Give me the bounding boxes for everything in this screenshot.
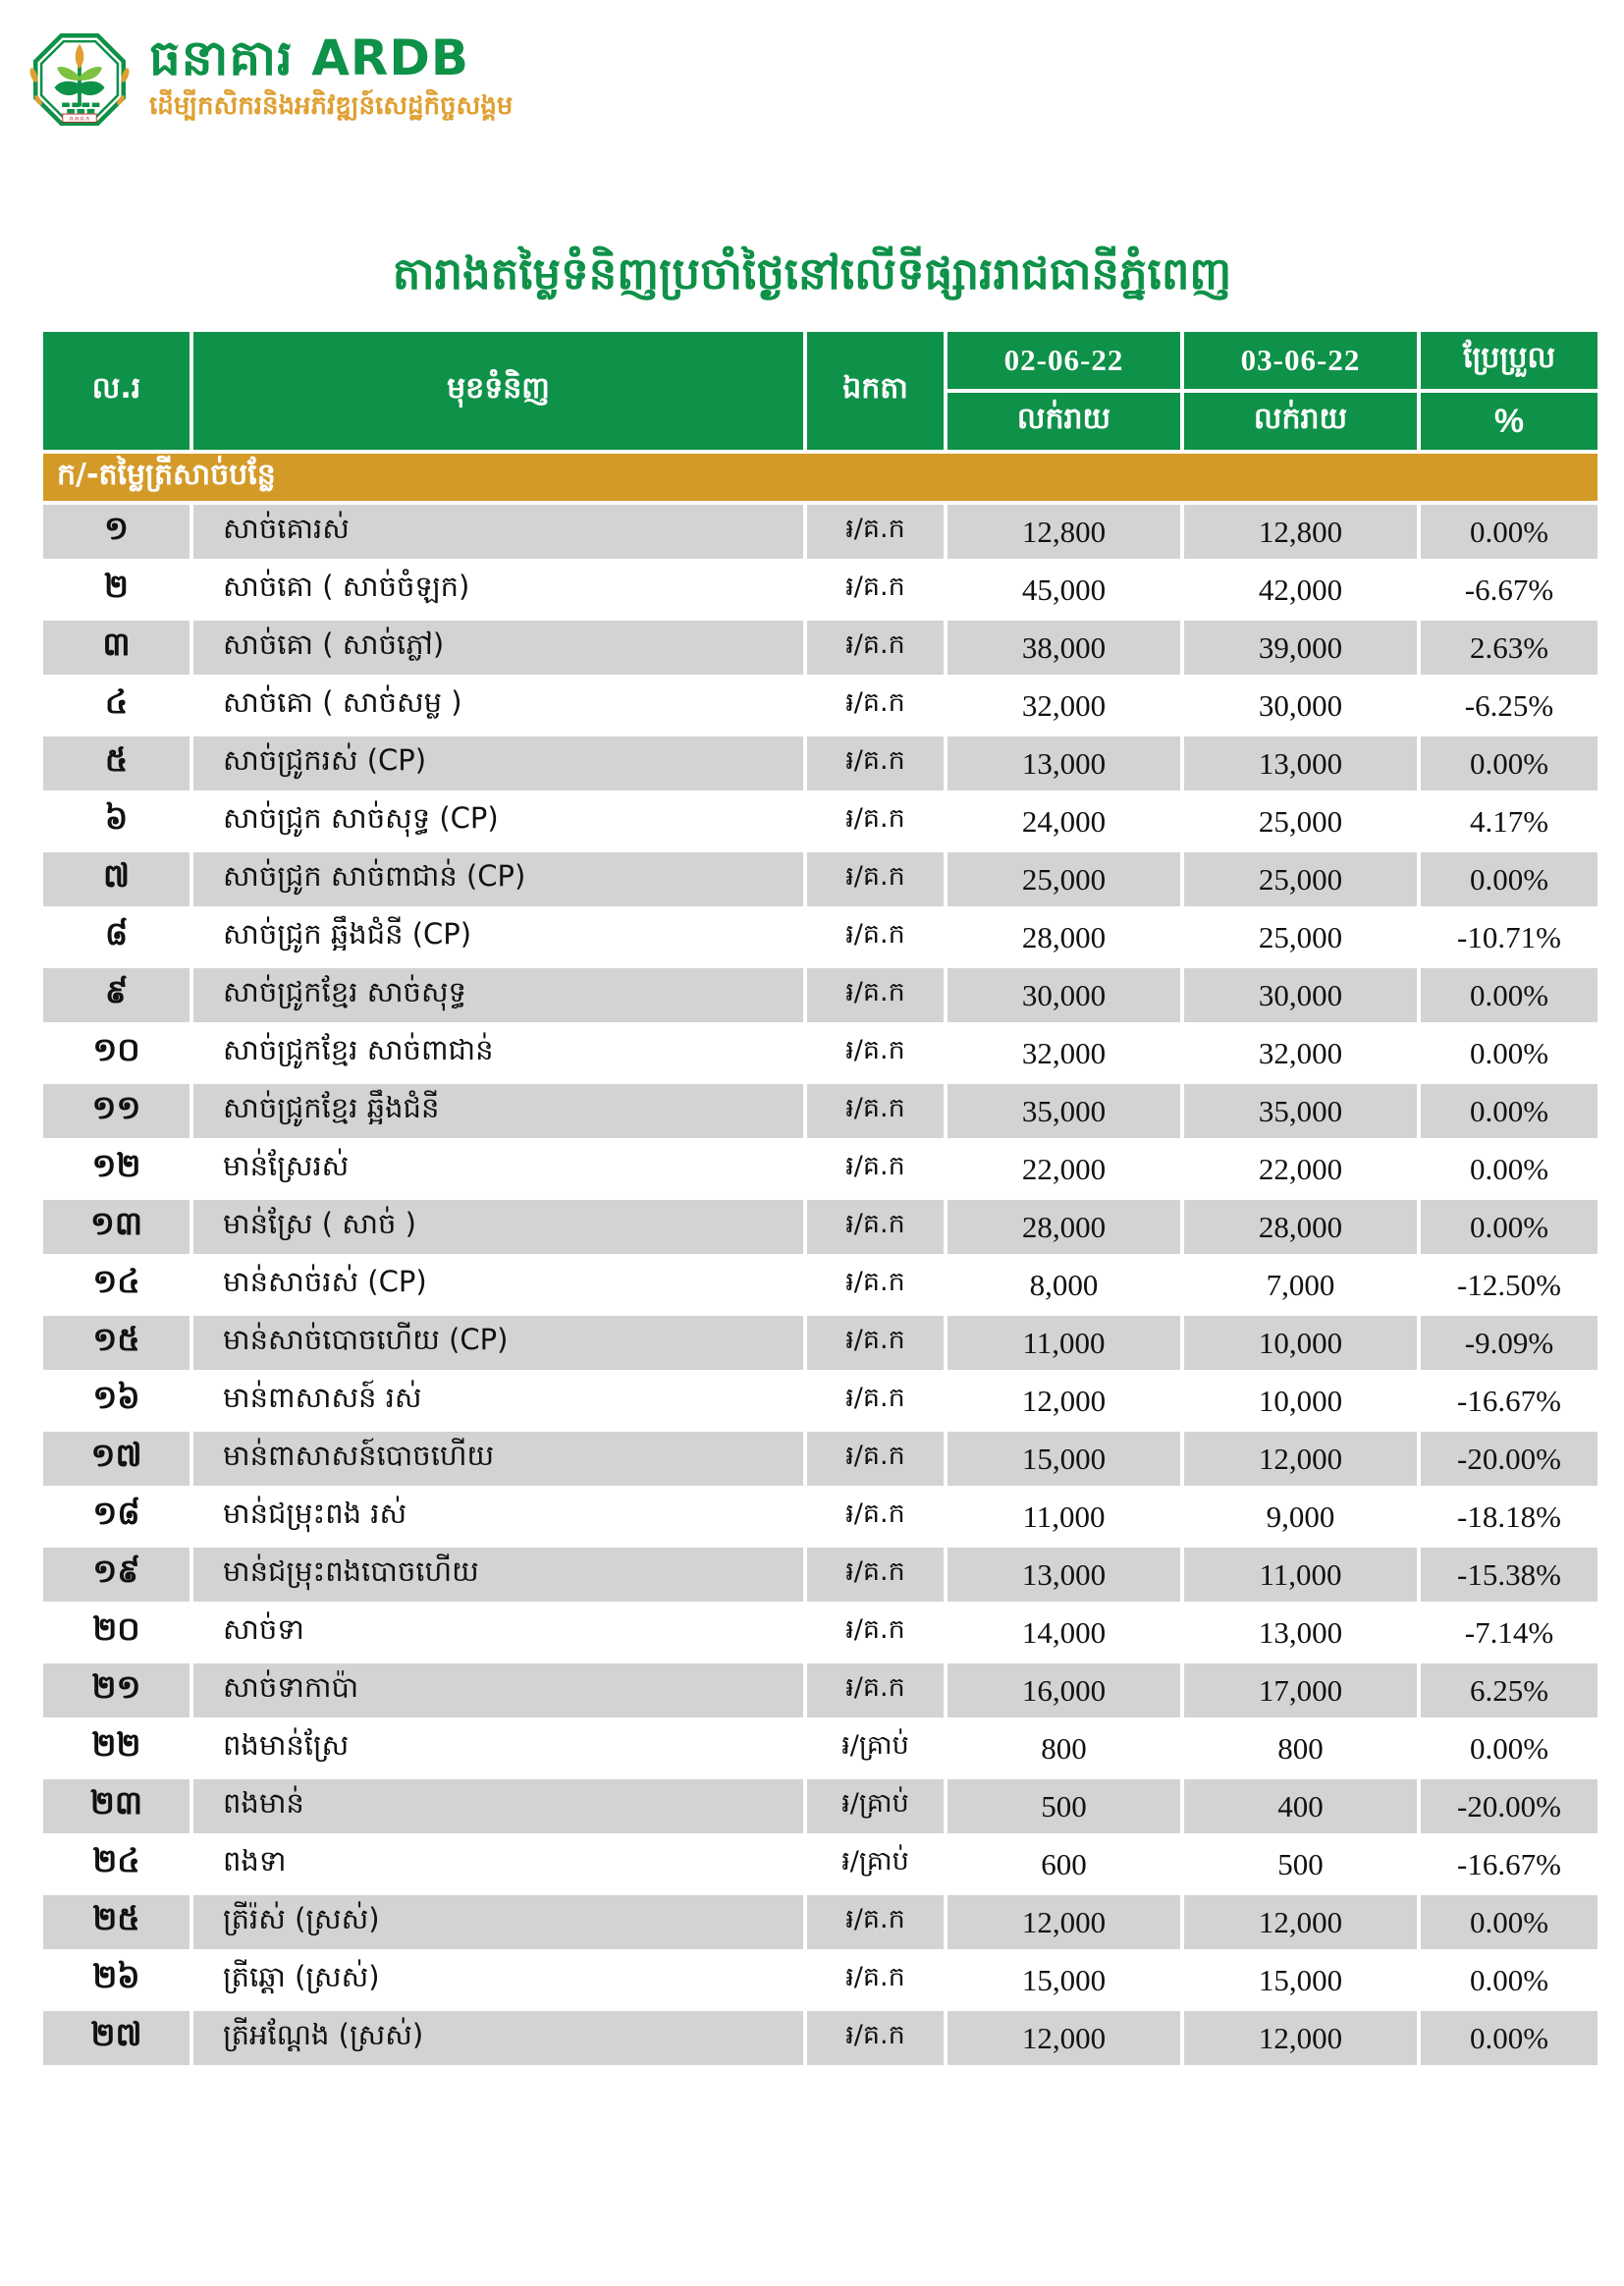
cell-name: សាច់ទា xyxy=(191,1604,805,1661)
cell-change: -16.67% xyxy=(1419,1372,1599,1430)
table-row xyxy=(41,850,1599,908)
cell-price_day2: 30,000 xyxy=(1182,677,1419,735)
cell-name: សាច់ជ្រូកខ្មែរ សាច់ពាជាន់ xyxy=(191,1024,805,1082)
cell-unit: ៛/គ.ក xyxy=(805,735,946,792)
cell-price_day2: 25,000 xyxy=(1182,908,1419,966)
cell-no: ២៥ xyxy=(41,1893,191,1951)
table-row xyxy=(41,1719,1599,1777)
table-row xyxy=(41,1372,1599,1430)
table-row xyxy=(41,735,1599,792)
column-header-change: ប្រែប្រួល xyxy=(1419,330,1599,391)
cell-change: 0.00% xyxy=(1419,503,1599,561)
cell-price_day1: 38,000 xyxy=(946,619,1182,677)
cell-name: មាន់សាច់រស់ (CP) xyxy=(191,1256,805,1314)
cell-name: ត្រីរ៉ស់ (ស្រស់) xyxy=(191,1893,805,1951)
cell-change: -7.14% xyxy=(1419,1604,1599,1661)
cell-unit: ៛/គ្រាប់ xyxy=(805,1835,946,1893)
cell-no: ២៦ xyxy=(41,1951,191,2009)
cell-change: -9.09% xyxy=(1419,1314,1599,1372)
cell-unit: ៛/គ.ក xyxy=(805,966,946,1024)
cell-price_day1: 11,000 xyxy=(946,1314,1182,1372)
cell-price_day1: 12,000 xyxy=(946,2009,1182,2067)
cell-change: 0.00% xyxy=(1419,1893,1599,1951)
bank-logo-header xyxy=(0,0,1624,137)
cell-price_day2: 500 xyxy=(1182,1835,1419,1893)
column-subheader-retail1: លក់រាយ xyxy=(946,391,1182,452)
cell-price_day1: 14,000 xyxy=(946,1604,1182,1661)
cell-no: ២៣ xyxy=(41,1777,191,1835)
cell-no: ៩ xyxy=(41,966,191,1024)
cell-unit: ៛/គ.ក xyxy=(805,1024,946,1082)
cell-name: សាច់ជ្រូក ឆ្អឹងជំនី (CP) xyxy=(191,908,805,966)
cell-no: ២០ xyxy=(41,1604,191,1661)
cell-change: 2.63% xyxy=(1419,619,1599,677)
cell-unit: ៛/គ្រាប់ xyxy=(805,1777,946,1835)
table-row xyxy=(41,1777,1599,1835)
cell-no: ៧ xyxy=(41,850,191,908)
cell-price_day2: 12,000 xyxy=(1182,1430,1419,1488)
cell-change: -18.18% xyxy=(1419,1488,1599,1546)
cell-no: ១៥ xyxy=(41,1314,191,1372)
cell-unit: ៛/គ.ក xyxy=(805,1546,946,1604)
cell-price_day2: 400 xyxy=(1182,1777,1419,1835)
section-header-row xyxy=(41,452,1599,503)
cell-name: ពងទា xyxy=(191,1835,805,1893)
cell-price_day1: 12,800 xyxy=(946,503,1182,561)
table-row xyxy=(41,1604,1599,1661)
cell-name: ត្រីឆ្ដោ (ស្រស់) xyxy=(191,1951,805,2009)
table-row xyxy=(41,1140,1599,1198)
cell-unit: ៛/គ.ក xyxy=(805,2009,946,2067)
bank-tagline: ដើម្បីកសិករនិងអភិវឌ្ឍន៍សេដ្ឋកិច្ចសង្គម xyxy=(149,91,514,122)
table-row xyxy=(41,1430,1599,1488)
cell-name: មាន់ជម្រុះពងបោចហើយ xyxy=(191,1546,805,1604)
cell-price_day1: 22,000 xyxy=(946,1140,1182,1198)
table-row xyxy=(41,561,1599,619)
cell-unit: ៛/គ.ក xyxy=(805,1256,946,1314)
cell-price_day1: 24,000 xyxy=(946,792,1182,850)
cell-price_day1: 15,000 xyxy=(946,1951,1182,2009)
cell-price_day2: 800 xyxy=(1182,1719,1419,1777)
cell-no: ១៤ xyxy=(41,1256,191,1314)
cell-name: មាន់ពាសាសន៍បោចហើយ xyxy=(191,1430,805,1488)
cell-name: ពងមាន់ xyxy=(191,1777,805,1835)
column-header-unit: ឯកតា xyxy=(805,330,946,452)
bank-name: ធនាគារ ARDB xyxy=(149,28,470,86)
table-row xyxy=(41,1314,1599,1372)
cell-price_day1: 32,000 xyxy=(946,1024,1182,1082)
cell-price_day2: 39,000 xyxy=(1182,619,1419,677)
cell-price_day2: 25,000 xyxy=(1182,792,1419,850)
cell-unit: ៛/គ.ក xyxy=(805,908,946,966)
table-row xyxy=(41,619,1599,677)
emblem-caption: ធ.អ.ជ.ក xyxy=(70,116,89,123)
table-row xyxy=(41,908,1599,966)
cell-price_day2: 11,000 xyxy=(1182,1546,1419,1604)
cell-name: សាច់ទាកាប៉ា xyxy=(191,1661,805,1719)
cell-price_day2: 10,000 xyxy=(1182,1314,1419,1372)
cell-price_day1: 12,000 xyxy=(946,1372,1182,1430)
cell-price_day2: 13,000 xyxy=(1182,735,1419,792)
cell-price_day1: 13,000 xyxy=(946,735,1182,792)
column-header-date2: 03-06-22 xyxy=(1182,330,1419,391)
table-row xyxy=(41,1893,1599,1951)
cell-price_day1: 11,000 xyxy=(946,1488,1182,1546)
cell-name: មាន់ស្រែ ( សាច់ ) xyxy=(191,1198,805,1256)
cell-price_day1: 12,000 xyxy=(946,1893,1182,1951)
cell-name: សាច់ជ្រូកខ្មែរ សាច់សុទ្ធ xyxy=(191,966,805,1024)
cell-price_day2: 15,000 xyxy=(1182,1951,1419,2009)
cell-price_day1: 600 xyxy=(946,1835,1182,1893)
cell-name: មាន់ជម្រុះពង រស់ xyxy=(191,1488,805,1546)
cell-price_day1: 45,000 xyxy=(946,561,1182,619)
cell-price_day2: 12,800 xyxy=(1182,503,1419,561)
cell-no: ១៣ xyxy=(41,1198,191,1256)
logo-text-block xyxy=(149,28,514,128)
cell-name: សាច់ជ្រូក សាច់ពាជាន់ (CP) xyxy=(191,850,805,908)
cell-price_day1: 15,000 xyxy=(946,1430,1182,1488)
table-row xyxy=(41,1024,1599,1082)
cell-change: 0.00% xyxy=(1419,1198,1599,1256)
price-table-header xyxy=(41,330,1599,452)
cell-price_day2: 17,000 xyxy=(1182,1661,1419,1719)
table-row xyxy=(41,1256,1599,1314)
table-row xyxy=(41,1951,1599,2009)
cell-no: ២៧ xyxy=(41,2009,191,2067)
cell-no: ៦ xyxy=(41,792,191,850)
cell-change: 0.00% xyxy=(1419,1024,1599,1082)
table-row xyxy=(41,1082,1599,1140)
cell-unit: ៛/គ.ក xyxy=(805,1082,946,1140)
cell-name: សាច់គោ ( សាច់សម្ល ) xyxy=(191,677,805,735)
section-title: ក/-តម្លៃត្រីសាច់បន្លែ xyxy=(41,452,1599,503)
cell-price_day2: 42,000 xyxy=(1182,561,1419,619)
cell-price_day1: 32,000 xyxy=(946,677,1182,735)
cell-change: 6.25% xyxy=(1419,1661,1599,1719)
table-row xyxy=(41,1198,1599,1256)
cell-change: -12.50% xyxy=(1419,1256,1599,1314)
cell-price_day1: 800 xyxy=(946,1719,1182,1777)
cell-price_day2: 13,000 xyxy=(1182,1604,1419,1661)
cell-change: 0.00% xyxy=(1419,2009,1599,2067)
cell-price_day2: 32,000 xyxy=(1182,1024,1419,1082)
ardb-emblem-icon xyxy=(29,25,130,135)
table-row xyxy=(41,1488,1599,1546)
cell-change: 0.00% xyxy=(1419,1951,1599,2009)
table-row xyxy=(41,503,1599,561)
cell-name: សាច់គោរស់ xyxy=(191,503,805,561)
cell-no: ១៧ xyxy=(41,1430,191,1488)
table-row xyxy=(41,2009,1599,2067)
cell-name: សាច់ជ្រូក សាច់សុទ្ធ (CP) xyxy=(191,792,805,850)
cell-name: សាច់គោ ( សាច់ចំឡក) xyxy=(191,561,805,619)
cell-change: -6.25% xyxy=(1419,677,1599,735)
cell-no: ៨ xyxy=(41,908,191,966)
cell-price_day2: 9,000 xyxy=(1182,1488,1419,1546)
cell-unit: ៛/គ.ក xyxy=(805,792,946,850)
cell-price_day1: 35,000 xyxy=(946,1082,1182,1140)
cell-price_day1: 28,000 xyxy=(946,908,1182,966)
cell-price_day2: 10,000 xyxy=(1182,1372,1419,1430)
cell-price_day1: 500 xyxy=(946,1777,1182,1835)
cell-unit: ៛/គ.ក xyxy=(805,619,946,677)
cell-change: -20.00% xyxy=(1419,1430,1599,1488)
cell-price_day2: 35,000 xyxy=(1182,1082,1419,1140)
cell-change: 0.00% xyxy=(1419,850,1599,908)
cell-name: មាន់ពាសាសន៍ រស់ xyxy=(191,1372,805,1430)
cell-unit: ៛/គ.ក xyxy=(805,1951,946,2009)
table-row xyxy=(41,1835,1599,1893)
cell-unit: ៛/គ.ក xyxy=(805,1314,946,1372)
cell-change: -10.71% xyxy=(1419,908,1599,966)
column-header-item: មុខទំនិញ xyxy=(191,330,805,452)
cell-change: -15.38% xyxy=(1419,1546,1599,1604)
cell-price_day2: 22,000 xyxy=(1182,1140,1419,1198)
cell-no: ១៨ xyxy=(41,1488,191,1546)
cell-unit: ៛/គ.ក xyxy=(805,1604,946,1661)
cell-price_day1: 13,000 xyxy=(946,1546,1182,1604)
cell-no: ៥ xyxy=(41,735,191,792)
cell-change: 0.00% xyxy=(1419,1140,1599,1198)
column-header-date1: 02-06-22 xyxy=(946,330,1182,391)
column-subheader-retail2: លក់រាយ xyxy=(1182,391,1419,452)
table-row xyxy=(41,677,1599,735)
cell-no: ២២ xyxy=(41,1719,191,1777)
cell-no: ២ xyxy=(41,561,191,619)
cell-price_day2: 30,000 xyxy=(1182,966,1419,1024)
price-table xyxy=(39,328,1601,2069)
cell-name: ត្រីអណ្ដែង (ស្រស់) xyxy=(191,2009,805,2067)
cell-unit: ៛/គ.ក xyxy=(805,1198,946,1256)
column-subheader-percent: % xyxy=(1419,391,1599,452)
cell-price_day1: 25,000 xyxy=(946,850,1182,908)
cell-no: ១៦ xyxy=(41,1372,191,1430)
cell-no: ១ xyxy=(41,503,191,561)
cell-change: 4.17% xyxy=(1419,792,1599,850)
cell-no: ២៤ xyxy=(41,1835,191,1893)
cell-name: សាច់ជ្រូករស់ (CP) xyxy=(191,735,805,792)
cell-price_day1: 30,000 xyxy=(946,966,1182,1024)
table-row xyxy=(41,792,1599,850)
cell-change: -20.00% xyxy=(1419,1777,1599,1835)
cell-price_day2: 28,000 xyxy=(1182,1198,1419,1256)
cell-change: -16.67% xyxy=(1419,1835,1599,1893)
cell-unit: ៛/គ.ក xyxy=(805,561,946,619)
column-header-no: ល.រ xyxy=(41,330,191,452)
cell-unit: ៛/គ.ក xyxy=(805,1140,946,1198)
cell-no: ១៩ xyxy=(41,1546,191,1604)
cell-unit: ៛/គ.ក xyxy=(805,1893,946,1951)
cell-change: 0.00% xyxy=(1419,966,1599,1024)
cell-price_day2: 12,000 xyxy=(1182,2009,1419,2067)
cell-no: ៣ xyxy=(41,619,191,677)
cell-name: ពងមាន់ស្រែ xyxy=(191,1719,805,1777)
cell-unit: ៛/គ.ក xyxy=(805,1430,946,1488)
cell-no: ១០ xyxy=(41,1024,191,1082)
cell-price_day2: 25,000 xyxy=(1182,850,1419,908)
cell-unit: ៛/គ្រាប់ xyxy=(805,1719,946,1777)
page-title: តារាងតម្លៃទំនិញប្រចាំថ្ងៃនៅលើទីផ្សាររាជធានីភ្នំពេញ xyxy=(392,247,1232,299)
cell-change: 0.00% xyxy=(1419,1082,1599,1140)
table-row xyxy=(41,966,1599,1024)
cell-name: សាច់ជ្រូកខ្មែរ ឆ្អឹងជំនី xyxy=(191,1082,805,1140)
cell-price_day1: 28,000 xyxy=(946,1198,1182,1256)
cell-no: ១២ xyxy=(41,1140,191,1198)
cell-price_day2: 7,000 xyxy=(1182,1256,1419,1314)
cell-no: ៤ xyxy=(41,677,191,735)
cell-price_day2: 12,000 xyxy=(1182,1893,1419,1951)
cell-no: ១១ xyxy=(41,1082,191,1140)
cell-name: មាន់ស្រែរស់ xyxy=(191,1140,805,1198)
cell-change: 0.00% xyxy=(1419,1719,1599,1777)
cell-unit: ៛/គ.ក xyxy=(805,1488,946,1546)
cell-unit: ៛/គ.ក xyxy=(805,850,946,908)
cell-no: ២១ xyxy=(41,1661,191,1719)
cell-unit: ៛/គ.ក xyxy=(805,1372,946,1430)
table-row xyxy=(41,1546,1599,1604)
cell-unit: ៛/គ.ក xyxy=(805,503,946,561)
cell-price_day1: 16,000 xyxy=(946,1661,1182,1719)
table-row xyxy=(41,1661,1599,1719)
cell-price_day1: 8,000 xyxy=(946,1256,1182,1314)
cell-change: 0.00% xyxy=(1419,735,1599,792)
cell-unit: ៛/គ.ក xyxy=(805,677,946,735)
cell-change: -6.67% xyxy=(1419,561,1599,619)
cell-unit: ៛/គ.ក xyxy=(805,1661,946,1719)
cell-name: មាន់សាច់បោចហើយ (CP) xyxy=(191,1314,805,1372)
cell-name: សាច់គោ ( សាច់ភ្លៅ) xyxy=(191,619,805,677)
